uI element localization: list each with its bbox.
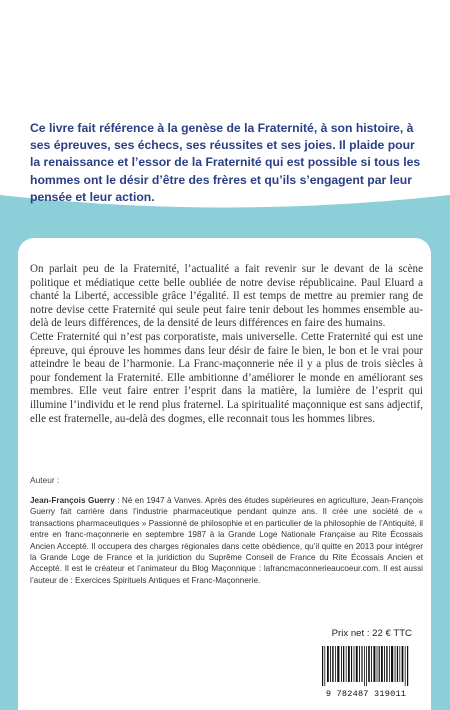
author-name: Jean-François Guerry <box>30 496 115 505</box>
body-text <box>30 263 423 426</box>
isbn-digits: 9 782487 319011 <box>325 689 407 699</box>
author-bio-text: : Né en 1947 à Vanves. Après des études supérieures en agriculture, Jean-François Guerry fait carrière dans l’industrie pharmaceutique pendant quinze ans. Il crée une société de « transactions pharmaceutiques » Passionné de philosophie et en particulier de la philosophie de l’Antiquité, il entre en franc-maçonnerie en septembre 1987 à la Grande Loge Nationale Française au Rite Écossais Ancien Accepté. Il occupera des charges régionales dans cette obédience, qu’il quitte en 2013 pour intégrer la Grande Loge de France et la juridiction du Suprême Conseil de France du Rite Écossais Ancien et Accepté. Il est le créateur et l’animateur du Blog Maçonnique : lafrancmaconnerieaucoeur.com. Il est aussi l’auteur de : Exercices Spirituels Antiques et Franc-Maçonnerie. <box>30 496 423 585</box>
intro-paragraph: Ce livre fait référence à la genèse de la Fraternité, à son histoire, à ses épreuves, ses échecs, ses réussites et ses joies. Il plaide pour la renaissance et l’essor de la Fraternité qui est possible si tous les hommes ont le désir d’être des frères et qu’ils s’engagent par leur pensée et leur action. <box>30 121 421 204</box>
barcode <box>318 644 414 700</box>
price-label: Prix net : 22 € TTC <box>331 628 412 639</box>
author-label: Auteur : <box>30 475 60 485</box>
author-bio <box>30 495 423 586</box>
body-paragraph: Cette Fraternité qui n’est pas corporatiste, mais universelle. Cette Fraternité qui est une épreuve, qui éprouve les hommes dans leur désir de faire le bien, le bon et le vrai pour atteindre le beau de l’harmonie. La Franc-maçonnerie née il y a plus de trois siècles à pour fondement la Fraternité. Elle ambitionne d’améliorer le monde en améliorant ses membres. Elle veut faire entrer l’esprit dans la matière, la lumière de l’esprit qui illumine l’individu et le rend plus fraternel. La spiritualité maçonnique est sans adjectif, elle est fraternelle, au-delà des dogmes, elle reconnait tous les hommes libres. <box>30 330 423 425</box>
body-paragraph: On parlait peu de la Fraternité, l’actualité a fait revenir sur le devant de la scène politique et médiatique cette belle oubliée de notre devise républicaine. Paul Eluard a chanté la Liberté, accessible grâce l’égalité. Il est temps de mettre au premier rang de notre devise cette Fraternité qui seule peut faire tenir debout les hommes ensemble au-delà de leurs différences, de la densité de leurs différences en faire des humains. <box>30 263 423 330</box>
barcode-icon <box>318 644 414 688</box>
